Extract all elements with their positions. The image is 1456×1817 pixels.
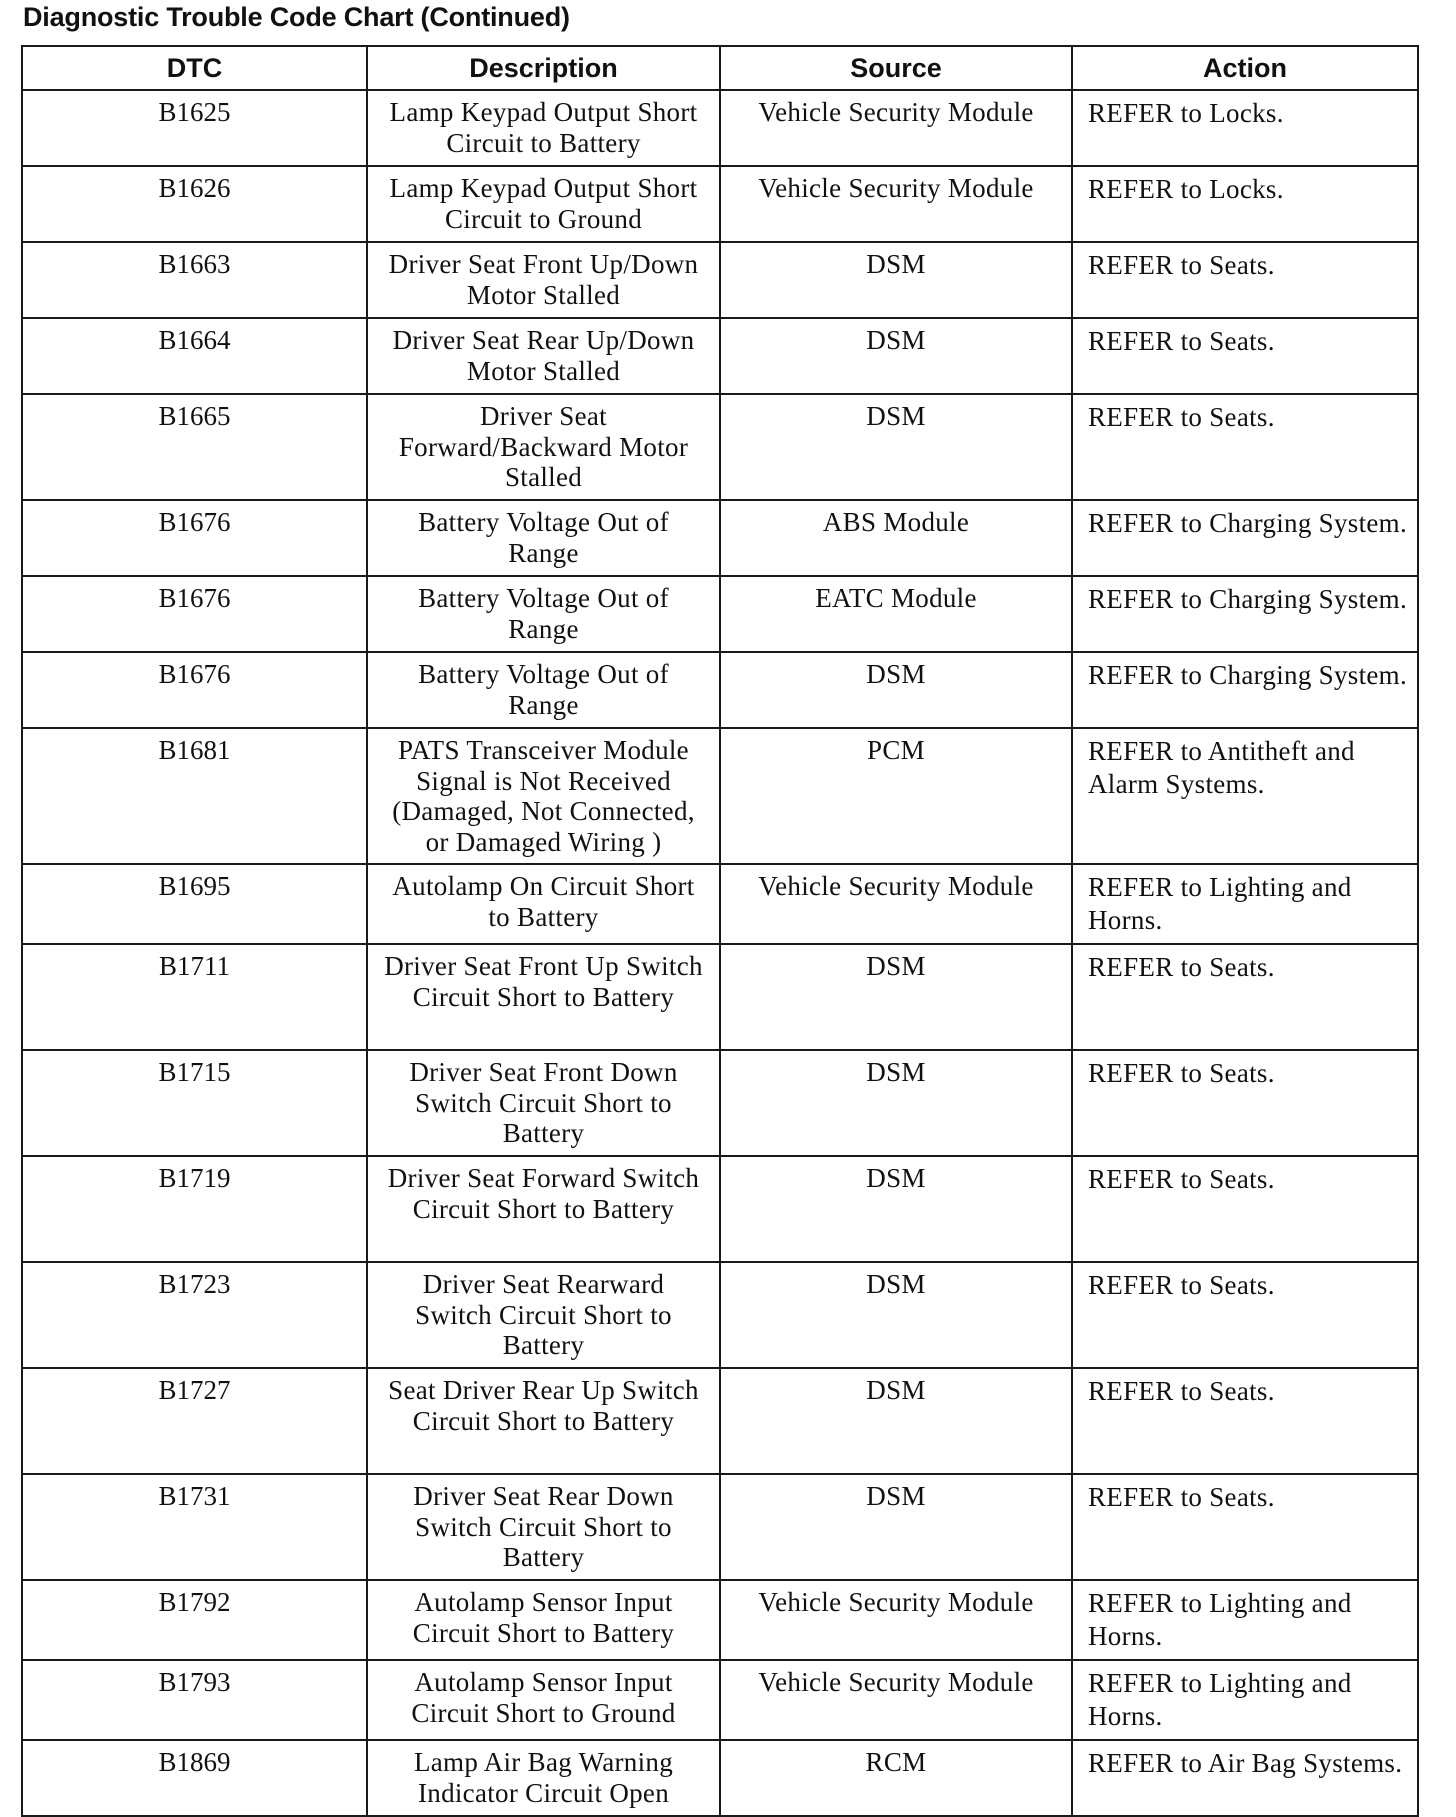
table-row — [22, 728, 1418, 864]
table-row — [22, 1580, 1418, 1660]
table-row — [22, 394, 1418, 500]
cell-dtc: B1665 — [22, 394, 367, 500]
cell-dtc: B1723 — [22, 1262, 367, 1368]
cell-action: REFER to Charging System. — [1072, 576, 1418, 652]
cell-dtc: B1676 — [22, 652, 367, 728]
page-title: Diagnostic Trouble Code Chart (Continued) — [23, 2, 570, 32]
cell-action: REFER to Antitheft and Alarm Systems. — [1072, 728, 1418, 864]
cell-source: DSM — [720, 1156, 1072, 1262]
cell-source: EATC Module — [720, 576, 1072, 652]
cell-description: Driver Seat Forward Switch Circuit Short to Battery — [367, 1156, 720, 1262]
cell-description: Lamp Keypad Output Short Circuit to Battery — [367, 90, 720, 166]
cell-description: Driver Seat Rearward Switch Circuit Short to Battery — [367, 1262, 720, 1368]
cell-action: REFER to Seats. — [1072, 944, 1418, 1050]
cell-source: ABS Module — [720, 500, 1072, 576]
cell-dtc: B1715 — [22, 1050, 367, 1156]
cell-description: Driver Seat Front Down Switch Circuit Short to Battery — [367, 1050, 720, 1156]
cell-dtc: B1731 — [22, 1474, 367, 1580]
cell-dtc: B1625 — [22, 90, 367, 166]
table-row — [22, 652, 1418, 728]
table-header-row — [22, 46, 1418, 90]
table-row — [22, 1740, 1418, 1816]
cell-description: Seat Driver Rear Up Switch Circuit Short to Battery — [367, 1368, 720, 1474]
cell-description: Driver Seat Front Up Switch Circuit Short to Battery — [367, 944, 720, 1050]
table-row — [22, 1474, 1418, 1580]
cell-source: RCM — [720, 1740, 1072, 1816]
cell-dtc: B1676 — [22, 500, 367, 576]
cell-action: REFER to Seats. — [1072, 394, 1418, 500]
cell-action: REFER to Charging System. — [1072, 500, 1418, 576]
cell-action: REFER to Locks. — [1072, 90, 1418, 166]
cell-description: Driver Seat Forward/Backward Motor Stalled — [367, 394, 720, 500]
table-row — [22, 1050, 1418, 1156]
cell-source: Vehicle Security Module — [720, 1660, 1072, 1740]
cell-description: Autolamp Sensor Input Circuit Short to Battery — [367, 1580, 720, 1660]
cell-source: DSM — [720, 652, 1072, 728]
cell-action: REFER to Seats. — [1072, 318, 1418, 394]
table-row — [22, 944, 1418, 1050]
cell-description: Driver Seat Front Up/Down Motor Stalled — [367, 242, 720, 318]
table-row — [22, 1156, 1418, 1262]
cell-description: Driver Seat Rear Down Switch Circuit Short to Battery — [367, 1474, 720, 1580]
cell-action: REFER to Seats. — [1072, 1262, 1418, 1368]
cell-action: REFER to Lighting and Horns. — [1072, 1580, 1418, 1660]
cell-dtc: B1719 — [22, 1156, 367, 1262]
cell-dtc: B1664 — [22, 318, 367, 394]
cell-source: DSM — [720, 394, 1072, 500]
cell-description: Autolamp On Circuit Short to Battery — [367, 864, 720, 944]
cell-action: REFER to Seats. — [1072, 1050, 1418, 1156]
table-row — [22, 166, 1418, 242]
cell-action: REFER to Air Bag Systems. — [1072, 1740, 1418, 1816]
cell-action: REFER to Seats. — [1072, 1474, 1418, 1580]
cell-dtc: B1663 — [22, 242, 367, 318]
column-header-action: Action — [1072, 46, 1418, 90]
cell-dtc: B1869 — [22, 1740, 367, 1816]
table-row — [22, 318, 1418, 394]
cell-dtc: B1711 — [22, 944, 367, 1050]
cell-source: DSM — [720, 1474, 1072, 1580]
cell-source: PCM — [720, 728, 1072, 864]
cell-description: Driver Seat Rear Up/Down Motor Stalled — [367, 318, 720, 394]
cell-dtc: B1695 — [22, 864, 367, 944]
table-row — [22, 576, 1418, 652]
cell-source: Vehicle Security Module — [720, 864, 1072, 944]
cell-action: REFER to Locks. — [1072, 166, 1418, 242]
cell-description: Autolamp Sensor Input Circuit Short to Ground — [367, 1660, 720, 1740]
table-row — [22, 500, 1418, 576]
cell-action: REFER to Lighting and Horns. — [1072, 864, 1418, 944]
cell-source: DSM — [720, 1368, 1072, 1474]
column-header-dtc: DTC — [22, 46, 367, 90]
dtc-chart-table — [21, 45, 1419, 1817]
column-header-description: Description — [367, 46, 720, 90]
table-row — [22, 90, 1418, 166]
cell-description: Lamp Keypad Output Short Circuit to Ground — [367, 166, 720, 242]
cell-source: DSM — [720, 1050, 1072, 1156]
table-row — [22, 1660, 1418, 1740]
cell-source: Vehicle Security Module — [720, 90, 1072, 166]
table-row — [22, 1368, 1418, 1474]
cell-action: REFER to Lighting and Horns. — [1072, 1660, 1418, 1740]
cell-description: Battery Voltage Out of Range — [367, 500, 720, 576]
cell-source: DSM — [720, 944, 1072, 1050]
cell-dtc: B1626 — [22, 166, 367, 242]
cell-action: REFER to Charging System. — [1072, 652, 1418, 728]
cell-description: Battery Voltage Out of Range — [367, 652, 720, 728]
cell-dtc: B1793 — [22, 1660, 367, 1740]
cell-source: Vehicle Security Module — [720, 166, 1072, 242]
cell-dtc: B1792 — [22, 1580, 367, 1660]
cell-action: REFER to Seats. — [1072, 1156, 1418, 1262]
cell-source: DSM — [720, 242, 1072, 318]
column-header-source: Source — [720, 46, 1072, 90]
cell-action: REFER to Seats. — [1072, 1368, 1418, 1474]
cell-description: Battery Voltage Out of Range — [367, 576, 720, 652]
cell-description: PATS Transceiver Module Signal is Not Received (Damaged, Not Connected, or Damaged Wiring ) — [367, 728, 720, 864]
cell-description: Lamp Air Bag Warning Indicator Circuit Open — [367, 1740, 720, 1816]
table-row — [22, 864, 1418, 944]
cell-action: REFER to Seats. — [1072, 242, 1418, 318]
cell-dtc: B1681 — [22, 728, 367, 864]
cell-source: DSM — [720, 1262, 1072, 1368]
cell-source: DSM — [720, 318, 1072, 394]
cell-source: Vehicle Security Module — [720, 1580, 1072, 1660]
table-row — [22, 242, 1418, 318]
cell-dtc: B1727 — [22, 1368, 367, 1474]
cell-dtc: B1676 — [22, 576, 367, 652]
table-row — [22, 1262, 1418, 1368]
